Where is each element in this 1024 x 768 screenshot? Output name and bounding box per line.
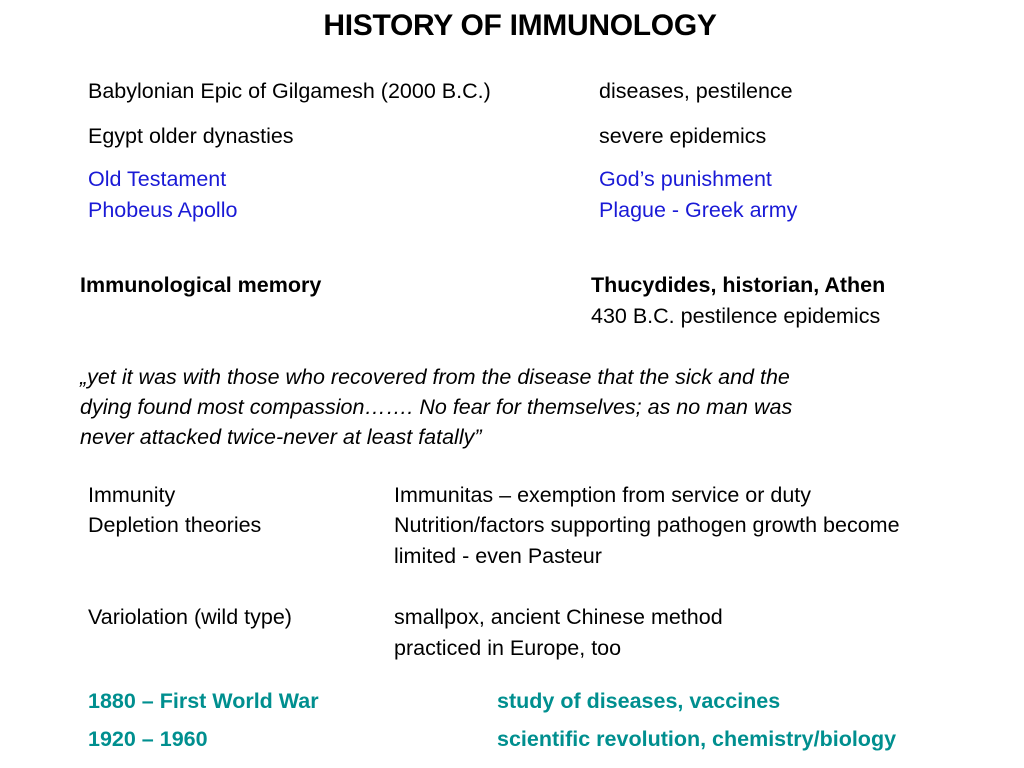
era-focus-scientific-revolution: scientific revolution, chemistry/biology [497, 727, 897, 751]
ancient-source-old-testament: Old Testament [88, 167, 227, 191]
memory-label: Immunological memory [80, 273, 322, 297]
ancient-source-egypt: Egypt older dynasties [88, 124, 294, 148]
concept-term-immunity: Immunity [88, 483, 176, 507]
memory-source: Thucydides, historian, Athen [591, 273, 886, 297]
ancient-effect-gods-punishment: God’s punishment [599, 167, 772, 191]
ancient-effect-diseases: diseases, pestilence [599, 79, 793, 103]
ancient-effect-epidemics: severe epidemics [599, 124, 767, 148]
concept-definition-immunity: Immunitas – exemption from service or duty [394, 483, 812, 507]
memory-detail: 430 B.C. pestilence epidemics [591, 304, 881, 328]
thucydides-quote: „yet it was with those who recovered from the disease that the sick and the dying found most compassion……. No fear for themselves; as no man was never attacked twice-never at least fatally” [80, 365, 793, 449]
era-focus-vaccines: study of diseases, vaccines [497, 689, 781, 713]
ancient-effect-plague: Plague - Greek army [599, 198, 798, 222]
concept-term-depletion: Depletion theories [88, 513, 262, 537]
concept-definition-variolation: smallpox, ancient Chinese method practiced in Europe, too [394, 605, 723, 660]
era-period-1880: 1880 – First World War [88, 689, 319, 713]
page-title: HISTORY OF IMMUNOLOGY [323, 9, 717, 42]
concept-term-variolation: Variolation (wild type) [88, 605, 292, 629]
era-period-1920: 1920 – 1960 [88, 727, 208, 751]
ancient-source-phobeus-apollo: Phobeus Apollo [88, 198, 238, 222]
ancient-source-gilgamesh: Babylonian Epic of Gilgamesh (2000 B.C.) [88, 79, 491, 103]
concept-definition-depletion: Nutrition/factors supporting pathogen growth become limited - even Pasteur [394, 513, 900, 568]
